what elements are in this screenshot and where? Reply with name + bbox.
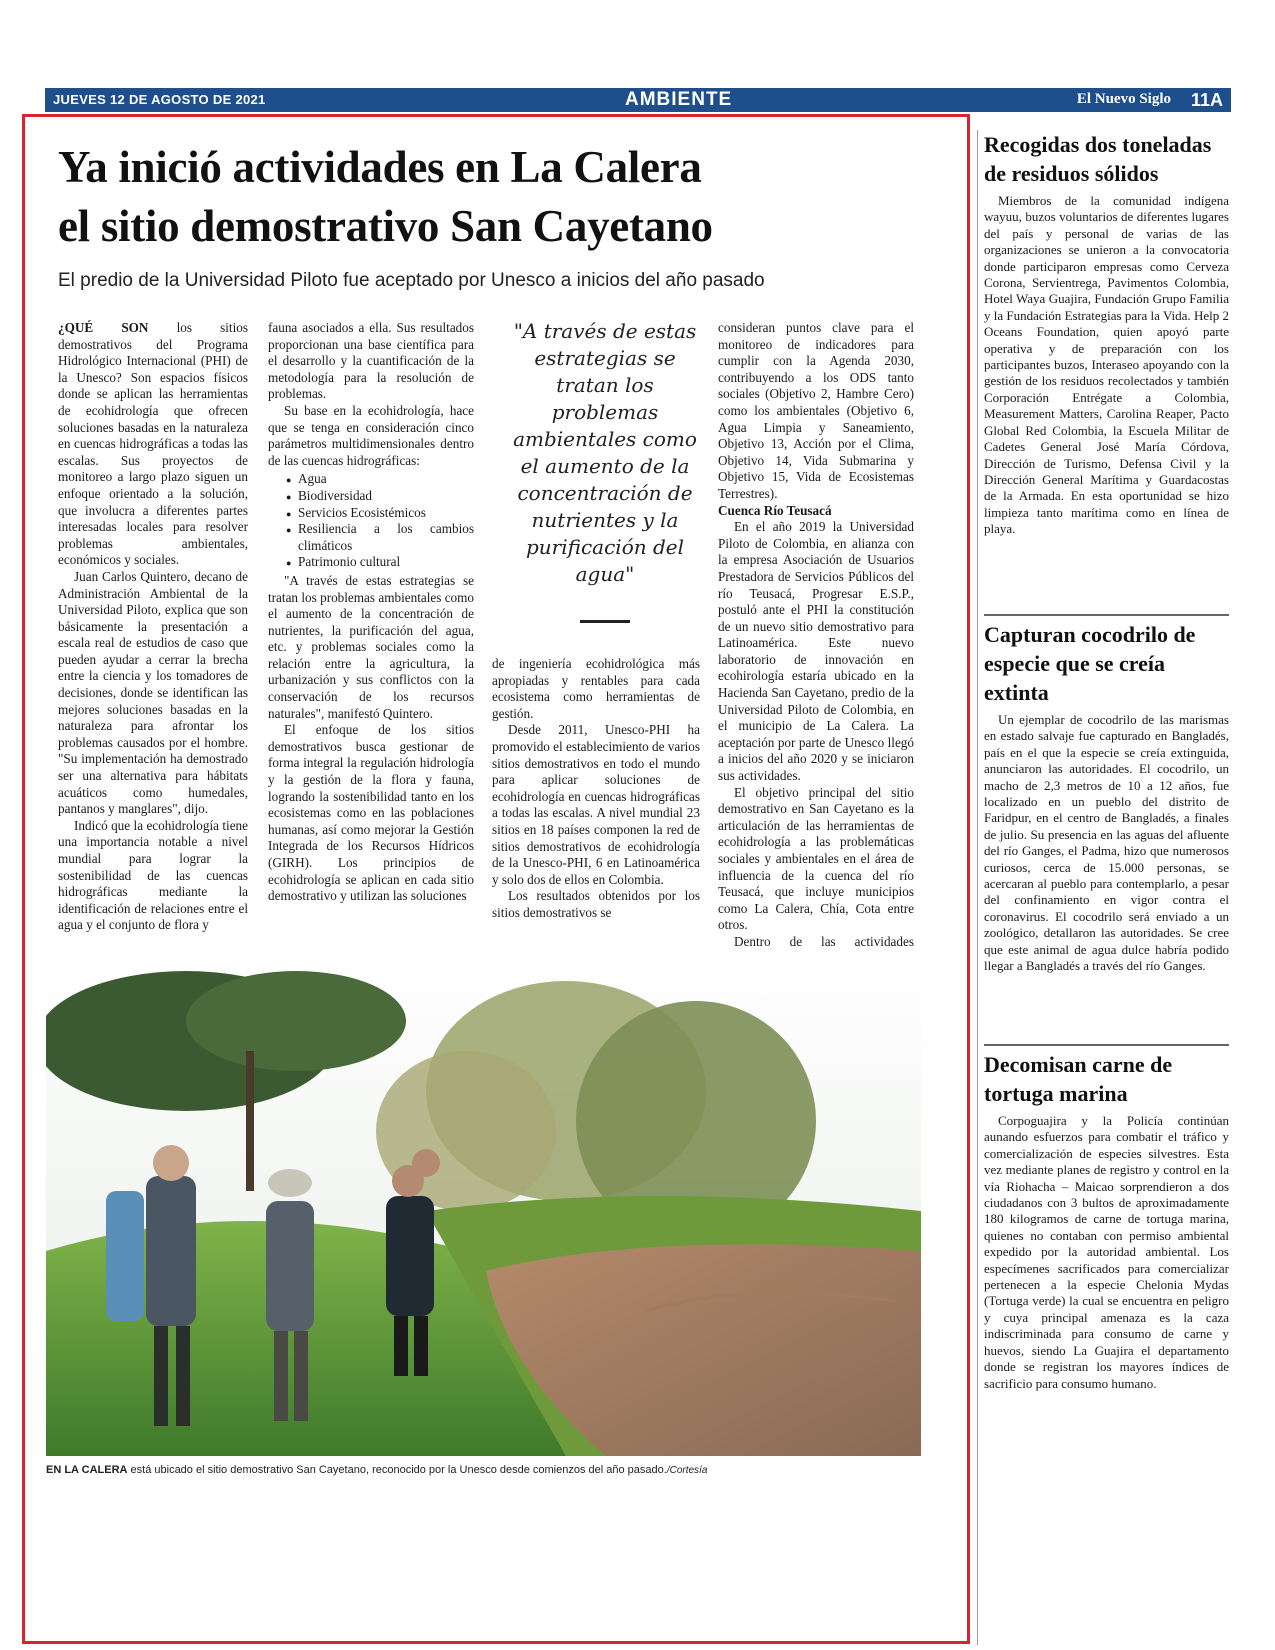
paragraph: fauna asociados a ella. Sus resultados proporcionan una base científica para el desarrollo y la cuantificación de la metodología para la resolución de problemas. xyxy=(268,320,474,402)
caption-lead: EN LA CALERA xyxy=(46,1464,128,1476)
page-header-bar xyxy=(45,88,1231,112)
paragraph: El enfoque de los sitios demostrativos busca gestionar de forma integral la regulación hidrología y la gestión de la flora y fauna, logrando la sostenibilidad tanto en los ecosistemas como en las poblaciones humanas, así como mejorar la Gestión Integrada de los Recursos Hídricos (GIRH). Los principios de ecohidrología se aplican en cada sitio demostrativo y utilizan las soluciones xyxy=(268,722,474,904)
pull-quote-rule xyxy=(580,620,630,623)
paragraph: Un ejemplar de cocodrilo de las marismas en estado salvaje fue capturado en Bangladés, país en el que la especie se creía extinguida, anunciaron las autoridades. El cocodrilo, un macho de 2,3 metros de 10 a 12 años, fue localizado en un pueblo del distrito de Faridpur, en el centro de Bangladés, a finales de julio. Su presencia en las aguas del afluente del río Ganges, el Padma, hizo que numerosos curiosos, cerca de 15.000 personas, se acercaran al pueblo para contemplarlo, a pesar del confinamiento en vigor contra el coronavirus. El cocodrilo será enviado a un zoológico, detallaron las autoridades. Se cree que este animal de agua dulce habría podido llegar a Bangladés a través del río Ganges. xyxy=(984,712,1229,974)
paragraph: consideran puntos clave para el monitoreo de indicadores para cumplir con la Agenda 2030, contribuyendo a los ODS tanto sociales (Objetivo 2, Hambre Cero) como los ambientales (Objetivo 6, Agua Limpia y Saneamiento, Objetivo 13, Acción por el Clima, Objetivo 14, Vida Submarina y Objetivo 15, Vida de Ecosistemas Terrestres). xyxy=(718,320,914,501)
photo-caption xyxy=(46,1464,926,1476)
paragraph: Dentro de las actividades xyxy=(734,933,914,949)
headline-line-2: el sitio demostrativo San Cayetano xyxy=(58,201,713,251)
brief-title: Recogidas dos toneladas de residuos sólidos xyxy=(984,132,1212,186)
paragraph: Desde 2011, Unesco-PHI ha promovido el establecimiento de varios sitios demostrativos en todo el mundo para aplicar soluciones de ecohidrología en cuencas hidrográficas a todas las escalas. A nivel mundial 23 sitios en 18 países componen la red de sitios demostrativos de ecohidrología de la Unesco-PHI, 6 en Latinoamérica y solo dos de ellos en Colombia. xyxy=(492,722,701,887)
article-photo xyxy=(46,951,921,1456)
photo-credit: /Cortesía xyxy=(666,1465,708,1476)
article-column-2 xyxy=(268,320,474,905)
paragraph xyxy=(58,320,248,569)
brief-separator xyxy=(984,614,1229,616)
issue-date: JUEVES 12 DE AGOSTO DE 2021 xyxy=(53,92,266,107)
pull-quote: "A través de estas estrategias se tratan los problemas ambientales como el aumento de la concentración de nutrientes y la purificación del agua" xyxy=(513,319,697,586)
paragraph: de ingeniería ecohidrológica más apropiadas y rentables para cada ecosistema como herramientas de gestión. xyxy=(492,656,700,721)
list-item: ● Agua xyxy=(286,471,474,488)
lead-in: ¿QUÉ SON xyxy=(58,320,149,335)
paragraph: Miembros de la comunidad indígena wayuu, buzos voluntarios de diferentes lugares del país y personal de varias de las organizaciones se unieron a la convocatoria donde participaron empresas como Cerveza Corona, Servientrega, Pavimentos Colombia, Hotel Waya Guajira, Fundación Grupo Familia y la Fundación Estrategias para la Vida. Help 2 Oceans Foundation, quien apoyó parte operativa y de preparación con los participantes buzos, Interaseo apoyando con la gestión de los residuos recolectados y también Corporación Entrégate a Colombia, Measurement Matters, Carolina Reaper, Pacto Global Red Colombia, la Escuela Militar de Cadetes General José María Córdova, Dirección de Turismo, Defensa Civil y la Dirección General Marítima y Guardacostas de la Armada. En esta oportunidad se hizo limpieza tanto marítima como en línea de playa. xyxy=(984,193,1229,537)
article-column-1 xyxy=(58,320,248,934)
photo-illustration xyxy=(46,951,921,1456)
headline-line-1: Ya inició actividades en La Calera xyxy=(58,142,702,192)
sidebar-brief-3 xyxy=(984,1050,1229,1392)
list-item: ● Servicios Ecosistémicos xyxy=(286,505,474,522)
brief-body xyxy=(984,1113,1229,1392)
article-headline xyxy=(58,138,938,256)
sidebar-brief-2 xyxy=(984,620,1229,975)
caption-text: está ubicado el sitio demostrativo San Cayetano, reconocido por la Unesco desde comienzos del año pasado. xyxy=(127,1464,667,1476)
paragraph: Los resultados obtenidos por los sitios demostrativos se xyxy=(492,888,700,920)
sidebar-brief-1 xyxy=(984,130,1229,538)
paragraph: Indicó que la ecohidrología tiene una importancia notable a nivel mundial para lograr la sostenibilidad de las cuencas hidrográficas mediante la identificación de relaciones entre el agua y el conjunto de flora y xyxy=(58,817,248,933)
list-item: ● Patrimonio cultural xyxy=(286,554,474,571)
paragraph: El objetivo principal del sitio demostrativo en San Cayetano es la articulación de las herramientas de ecohidrología a las problemáticas sociales y ambientales en el área de influencia de la cuenca del río Teusacá, que incluye municipios como La Calera, Chía, Cota entre otros. xyxy=(718,784,914,933)
brief-title: Capturan cocodrilo de especie que se creía extinta xyxy=(984,622,1196,705)
paragraph: Su base en la ecohidrología, hace que se tenga en consideración cinco parámetros multidimensionales dentro de las cuencas hidrográficas: xyxy=(268,402,474,468)
paragraph: "A través de estas estrategias se tratan los problemas ambientales como el aumento de la concentración de nutrientes, la purificación del agua, etc. y problemas sociales como la relación entre la agricultura, la urbanización y sus conflictos con la conservación de los recursos naturales", manifestó Quintero. xyxy=(268,572,474,721)
list-item: ● Biodiversidad xyxy=(286,488,474,505)
paragraph: Juan Carlos Quintero, decano de Administración Ambiental de la Universidad Piloto, explica que son básicamente la presentación a escala real de estudios de caso que pueden ayudar a cerrar la brecha entre la ciencia y los tomadores de decisiones, donde se identifican las mejores soluciones basadas en la naturaleza para afrontar los problemas causados por el hombre. "Su implementación ha demostrado ser una alternativa para hábitats acuáticos como humedales, pantanos y manglares", dijo. xyxy=(58,568,248,817)
section-name: AMBIENTE xyxy=(625,89,733,110)
page-number: 11A xyxy=(1190,90,1223,110)
brief-body xyxy=(984,193,1229,538)
bullet-list xyxy=(286,471,474,571)
brief-body xyxy=(984,712,1229,975)
list-item: ● Resiliencia a los cambios climáticos xyxy=(286,521,474,554)
brief-separator xyxy=(984,1044,1229,1046)
section-subtitle: Cuenca Río Teusacá xyxy=(718,502,832,518)
column-divider xyxy=(977,130,978,1645)
article-subhead: El predio de la Universidad Piloto fue aceptado por Unesco a inicios del año pasado xyxy=(58,270,765,291)
paragraph: En el año 2019 la Universidad Piloto de Colombia, en alianza con la empresa Asociación de Usuarios Prestadora de Servicios Públicos del río Teusacá, Progresar E.S.P., postuló ante el PHI la constitución de un nuevo sitio demostrativo para Latinoamérica. Este nuevo laboratorio de innovación en ecohirología estaría ubicado en la Hacienda San Cayetano, predio de la Universidad Piloto de Colombia, en el municipio de La Calera. La aceptación por parte de Unesco llegó a inicios del año 2020 y se iniciaron sus actividades. xyxy=(718,519,914,784)
article-column-3 xyxy=(492,656,700,922)
lead-text: los sitios demostrativos del Programa Hidrológico Internacional (PHI) de la Unesco? Son espacios físicos donde se aplican las herramientas de ecohidrología que ofrecen soluciones basadas en la naturaleza en cuencas hidrográficas a todas las escalas. Sus proyectos de monitoreo a largo plazo siguen un enfoque orientado a la solución, que involucra a diferentes partes interesadas locales para resolver problemas ambientales, económicos y sociales. xyxy=(58,320,248,568)
brief-title: Decomisan carne de tortuga marina xyxy=(984,1052,1173,1106)
paragraph: Corpoguajira y la Policía continúan aunando esfuerzos para combatir el tráfico y comercialización de especies silvestres. Esta vez mediante planes de registro y control en la vía Riohacha – Maicao sorprendieron a dos ciudadanos con 3 bultos de aproximadamente 180 kilogramos de carne de tortuga marina, quienes no contaban con permiso ambiental expedido por la autoridad ambiental. Los especímenes sacrificados para comercializar pertenecen a la especie Chelonia Mydas (Tortuga verde) la cual se encuentra en peligro y cuya principal amenaza es la caza indiscriminada para consumo de carne y huevos, siendo La Guajira el departamento donde se registran los mayores índices de sacrificio para consumo humano. xyxy=(984,1113,1229,1391)
newspaper-name: El Nuevo Siglo xyxy=(1076,91,1171,107)
